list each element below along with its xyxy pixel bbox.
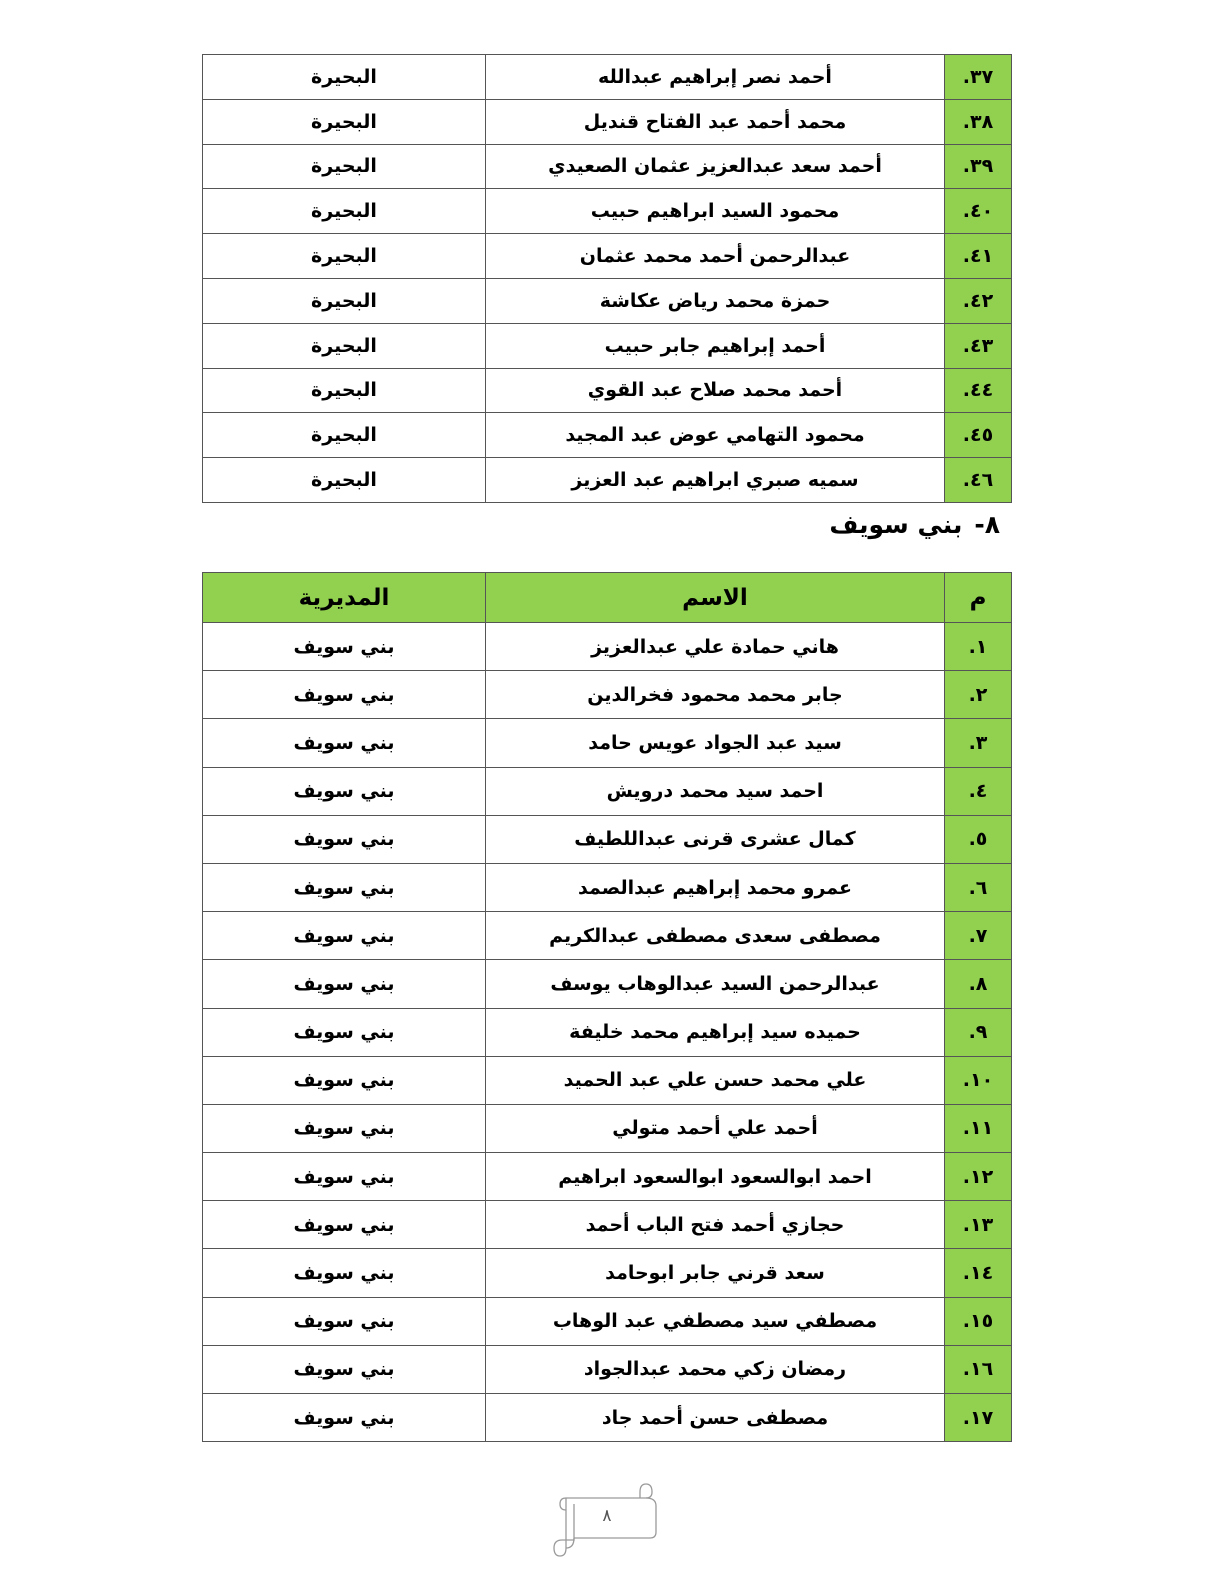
row-name: كمال عشرى قرنى عبداللطيف xyxy=(486,815,945,863)
row-directorate: البحيرة xyxy=(203,234,486,279)
table-row xyxy=(203,413,1012,458)
table-row xyxy=(203,767,1012,815)
row-number: ٤٥. xyxy=(945,413,1012,458)
row-directorate: البحيرة xyxy=(203,99,486,144)
row-name: مصطفى حسن أحمد جاد xyxy=(486,1394,945,1442)
table-row xyxy=(203,189,1012,234)
row-directorate: بني سويف xyxy=(203,767,486,815)
row-directorate: بني سويف xyxy=(203,1201,486,1249)
table-row xyxy=(203,1104,1012,1152)
row-name: أحمد إبراهيم جابر حبيب xyxy=(486,323,945,368)
row-name: حجازي أحمد فتح الباب أحمد xyxy=(486,1201,945,1249)
row-directorate: البحيرة xyxy=(203,413,486,458)
table-row xyxy=(203,1249,1012,1297)
table-row xyxy=(203,458,1012,503)
header-row xyxy=(203,573,1012,623)
row-number: ٤٠. xyxy=(945,189,1012,234)
row-number: ٤١. xyxy=(945,234,1012,279)
row-directorate: بني سويف xyxy=(203,623,486,671)
row-number: ١١. xyxy=(945,1104,1012,1152)
row-number: ٣٨. xyxy=(945,99,1012,144)
row-directorate: بني سويف xyxy=(203,863,486,911)
table-row xyxy=(203,55,1012,100)
header-num: م xyxy=(945,573,1012,623)
row-name: سميه صبري ابراهيم عبد العزيز xyxy=(486,458,945,503)
row-directorate: بني سويف xyxy=(203,1394,486,1442)
table-header xyxy=(203,573,1012,623)
section-number: ٨- xyxy=(974,510,1000,539)
table-row xyxy=(203,99,1012,144)
row-name: أحمد محمد صلاح عبد القوي xyxy=(486,368,945,413)
row-number: ٤٢. xyxy=(945,278,1012,323)
row-name: أحمد سعد عبدالعزيز عثمان الصعيدي xyxy=(486,144,945,189)
row-name: محمد أحمد عبد الفتاح قنديل xyxy=(486,99,945,144)
row-name: علي محمد حسن علي عبد الحميد xyxy=(486,1056,945,1104)
page-number: ٨ xyxy=(602,1506,612,1526)
table-beni-suef xyxy=(202,572,1012,1442)
table-row xyxy=(203,912,1012,960)
table-row xyxy=(203,1056,1012,1104)
row-number: ١٤. xyxy=(945,1249,1012,1297)
row-number: ٤٤. xyxy=(945,368,1012,413)
row-name: عبدالرحمن السيد عبدالوهاب يوسف xyxy=(486,960,945,1008)
row-directorate: بني سويف xyxy=(203,1104,486,1152)
row-name: مصطفى سعدى مصطفى عبدالكريم xyxy=(486,912,945,960)
row-name: جابر محمد محمود فخرالدين xyxy=(486,671,945,719)
row-directorate: بني سويف xyxy=(203,1056,486,1104)
row-directorate: البحيرة xyxy=(203,189,486,234)
row-name: عمرو محمد إبراهيم عبدالصمد xyxy=(486,863,945,911)
table-row xyxy=(203,1008,1012,1056)
row-number: ١٧. xyxy=(945,1394,1012,1442)
row-name: رمضان زكي محمد عبدالجواد xyxy=(486,1345,945,1393)
section-title: بني سويف xyxy=(829,510,963,539)
row-directorate: بني سويف xyxy=(203,912,486,960)
table-row xyxy=(203,368,1012,413)
row-name: حمزة محمد رياض عكاشة xyxy=(486,278,945,323)
table-row xyxy=(203,1201,1012,1249)
row-number: ٤٦. xyxy=(945,458,1012,503)
row-name: حميده سيد إبراهيم محمد خليفة xyxy=(486,1008,945,1056)
row-number: ٦. xyxy=(945,863,1012,911)
row-number: ٥. xyxy=(945,815,1012,863)
row-directorate: البحيرة xyxy=(203,278,486,323)
row-directorate: البحيرة xyxy=(203,368,486,413)
row-name: عبدالرحمن أحمد محمد عثمان xyxy=(486,234,945,279)
table-row xyxy=(203,960,1012,1008)
row-directorate: بني سويف xyxy=(203,1153,486,1201)
row-name: مصطفي سيد مصطفي عبد الوهاب xyxy=(486,1297,945,1345)
row-number: ١٣. xyxy=(945,1201,1012,1249)
row-number: ٩. xyxy=(945,1008,1012,1056)
row-number: ١. xyxy=(945,623,1012,671)
table-beheira xyxy=(202,54,1012,503)
row-directorate: بني سويف xyxy=(203,815,486,863)
table-beheira-body xyxy=(203,55,1012,503)
row-number: ١٥. xyxy=(945,1297,1012,1345)
table-row xyxy=(203,1394,1012,1442)
row-name: محمود السيد ابراهيم حبيب xyxy=(486,189,945,234)
row-name: احمد سيد محمد درويش xyxy=(486,767,945,815)
section-heading xyxy=(700,510,1000,539)
row-number: ٣٩. xyxy=(945,144,1012,189)
row-directorate: بني سويف xyxy=(203,719,486,767)
row-directorate: بني سويف xyxy=(203,671,486,719)
row-name: احمد ابوالسعود ابوالسعود ابراهيم xyxy=(486,1153,945,1201)
row-number: ٣. xyxy=(945,719,1012,767)
row-number: ٤. xyxy=(945,767,1012,815)
table-row xyxy=(203,863,1012,911)
table-row xyxy=(203,1345,1012,1393)
row-number: ١٦. xyxy=(945,1345,1012,1393)
row-number: ٢. xyxy=(945,671,1012,719)
row-directorate: البحيرة xyxy=(203,55,486,100)
row-directorate: بني سويف xyxy=(203,1008,486,1056)
table-row xyxy=(203,234,1012,279)
table-row xyxy=(203,144,1012,189)
row-directorate: البحيرة xyxy=(203,458,486,503)
row-directorate: البحيرة xyxy=(203,144,486,189)
row-number: ٨. xyxy=(945,960,1012,1008)
row-directorate: بني سويف xyxy=(203,960,486,1008)
row-name: سيد عبد الجواد عويس حامد xyxy=(486,719,945,767)
row-number: ٤٣. xyxy=(945,323,1012,368)
table-row xyxy=(203,815,1012,863)
row-name: هاني حمادة علي عبدالعزيز xyxy=(486,623,945,671)
row-name: محمود التهامي عوض عبد المجيد xyxy=(486,413,945,458)
table-row xyxy=(203,623,1012,671)
table-row xyxy=(203,323,1012,368)
row-name: أحمد علي أحمد متولي xyxy=(486,1104,945,1152)
table-beni-suef-body xyxy=(203,623,1012,1442)
page-footer xyxy=(552,1478,662,1560)
header-name: الاسم xyxy=(486,573,945,623)
row-directorate: البحيرة xyxy=(203,323,486,368)
table-row xyxy=(203,1153,1012,1201)
row-number: ٧. xyxy=(945,912,1012,960)
table-row xyxy=(203,1297,1012,1345)
row-name: أحمد نصر إبراهيم عبدالله xyxy=(486,55,945,100)
row-directorate: بني سويف xyxy=(203,1345,486,1393)
table-row xyxy=(203,278,1012,323)
row-number: ٣٧. xyxy=(945,55,1012,100)
row-number: ١٢. xyxy=(945,1153,1012,1201)
table-row xyxy=(203,719,1012,767)
row-directorate: بني سويف xyxy=(203,1249,486,1297)
table-row xyxy=(203,671,1012,719)
row-name: سعد قرني جابر ابوحامد xyxy=(486,1249,945,1297)
row-directorate: بني سويف xyxy=(203,1297,486,1345)
header-directorate: المديرية xyxy=(203,573,486,623)
row-number: ١٠. xyxy=(945,1056,1012,1104)
